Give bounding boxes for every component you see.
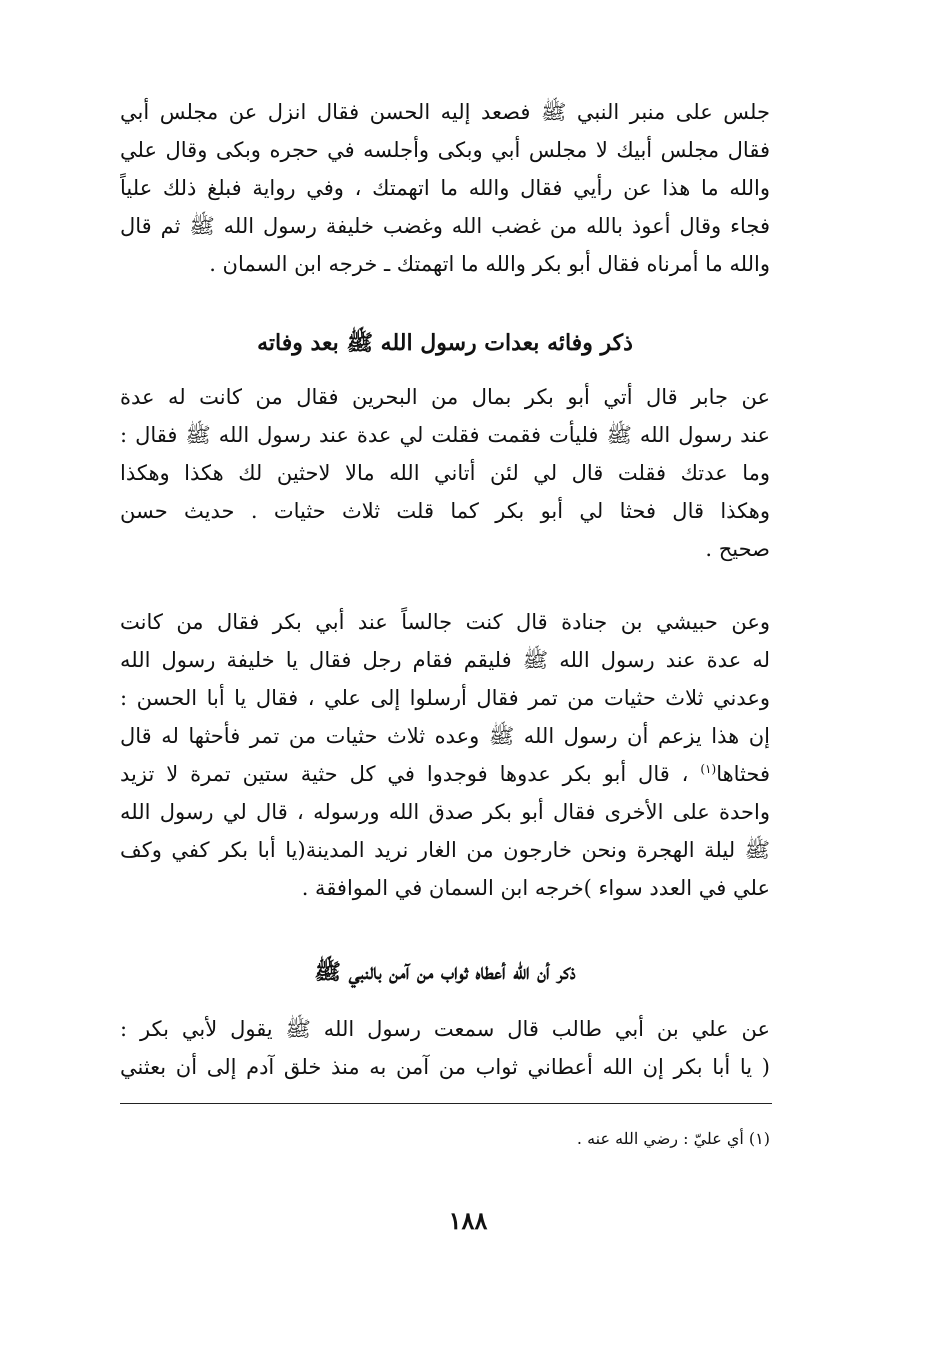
text-line: فجاء وقال أعوذ بالله من غضب الله وغضب خليفة رسول الله ﷺ ثم قال bbox=[120, 214, 770, 238]
text-line: ( يا أبا بكر إن الله أعطاني ثواب من آمن به منذ خلق آدم إلى أن بعثني bbox=[120, 1055, 770, 1079]
text-line: والله ما هذا عن رأيي فقال والله ما اتهمتك ، وفي رواية فبلغ ذلك علياً bbox=[120, 176, 770, 200]
text-line: وهكذا قال فحثا لي أبو بكر كما قلت ثلاث حثيات . حديث حسن bbox=[120, 499, 770, 523]
text-line: صحيح . bbox=[705, 537, 770, 561]
text-line: وما عدتك فقلت قال لي لئن أتاني الله مالا لاحثين لك هكذا وهكذا bbox=[120, 461, 770, 485]
text-line: له عدة عند رسول الله ﷺ فليقم فقام رجل فقال يا خليفة رسول الله bbox=[120, 648, 770, 672]
footnote: (١) أي عليّ : رضي الله عنه . bbox=[576, 1129, 770, 1148]
footnote-separator bbox=[120, 1103, 772, 1104]
paragraph-1 bbox=[120, 93, 770, 283]
section-heading-2: ذكر أن الله أعطاه ثواب من آمن بالنبي ﷺ bbox=[314, 959, 576, 985]
text-line: جلس على منبر النبي ﷺ فصعد إليه الحسن فقال انزل عن مجلس أبي bbox=[120, 100, 770, 124]
text-line: عند رسول الله ﷺ فليأت فقمت فقلت لي عدة عند رسول الله ﷺ فقال : bbox=[120, 423, 770, 447]
footnote-marker: (١) bbox=[700, 762, 717, 776]
text-line: واحدة على الأخرى فقال أبو بكر صدق الله ورسوله ، قال لي رسول الله bbox=[120, 800, 770, 824]
paragraph-4 bbox=[120, 1010, 770, 1086]
text-line: عن جابر قال أتي أبو بكر بمال من البحرين فقال من كانت له عدة bbox=[120, 385, 770, 409]
paragraph-3 bbox=[120, 603, 770, 907]
text-fragment: فحثاها bbox=[716, 762, 770, 786]
text-line: عن علي بن أبي طالب قال سمعت رسول الله ﷺ يقول لأبي بكر : bbox=[120, 1017, 770, 1041]
paragraph-2 bbox=[120, 378, 770, 568]
text-line: وعدني ثلاث حثيات من تمر فقال أرسلوا إلى علي ، فقال يا أبا الحسن : bbox=[120, 686, 770, 710]
text-line: إن هذا يزعم أن رسول الله ﷺ وعده ثلاث حثيات من تمر فأحثها له قال bbox=[120, 724, 770, 748]
section-heading-1: ذكر وفائه بعدات رسول الله ﷺ بعد وفاته bbox=[257, 330, 633, 356]
text-line: علي في العدد سواء )خرجه ابن السمان في الموافقة . bbox=[301, 876, 770, 900]
text-line: ﷺ ليلة الهجرة ونحن خارجون من الغار نريد المدينة(يا أبا بكر كفي وكف bbox=[120, 838, 770, 862]
text-line-with-footnote bbox=[120, 755, 770, 793]
page-number: ١٨٨ bbox=[448, 1206, 488, 1235]
text-fragment: ، قال أبو بكر عدوها فوجدوا في كل حثية ستين تمرة لا تزيد bbox=[120, 762, 701, 786]
text-line: وعن حبيشي بن جنادة قال كنت جالساً عند أبي بكر فقال من كانت bbox=[120, 610, 770, 634]
text-line: والله ما أمرناه فقال أبو بكر والله ما اتهمتك ـ خرجه ابن السمان . bbox=[209, 252, 770, 276]
text-line: فقال مجلس أبيك لا مجلس أبي وبكى وأجلسه في حجره وبكى وقال علي bbox=[120, 138, 770, 162]
